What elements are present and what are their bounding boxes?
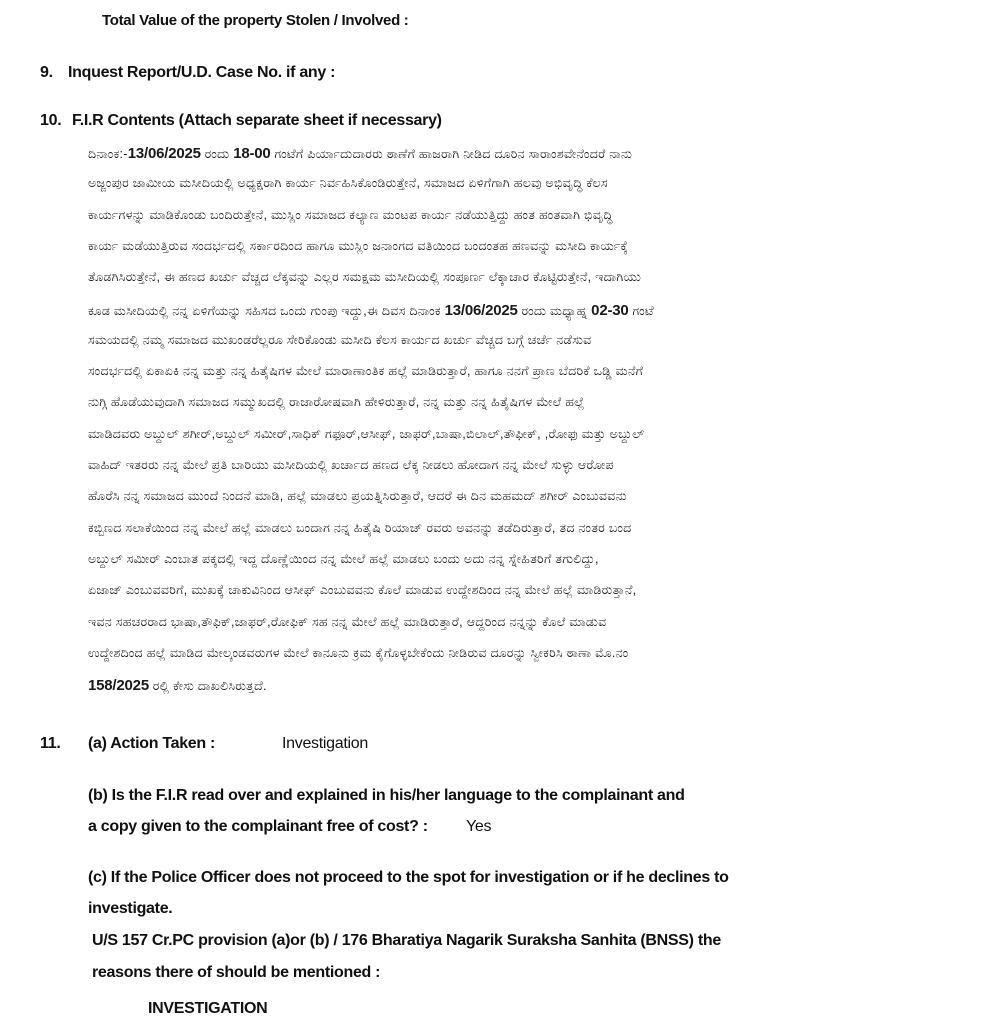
- fir-content-segment: ನುಗ್ಗಿ ಹೊಡೆಯುವುದಾಗಿ ಸಮಾಜದ ಸಮ್ಮುಖದಲ್ಲಿ ರಾಜಾರೋಷವಾಗಿ ಹೇಳಿರುತ್ತಾರೆ, ನನ್ನ ಮತ್ತು ನನ್ನ ಹಿತೈಷಿಗಳ ಮೇಲೆ ಹಲ್ಲೆ: [88, 395, 585, 410]
- fir-content-segment: ಸಮಯದಲ್ಲಿ ನಮ್ಮ ಸಮಾಜದ ಮುಖಂಡರೆಲ್ಲರೂ ಸೇರಿಕೊಂಡು ಮಸೀದಿ ಕೆಲಸ ಕಾರ್ಯದ ಖರ್ಚು ವೆಚ್ಚದ ಬಗ್ಗೆ ಚರ್ಚೆ ನಡೆಸುವ: [88, 332, 592, 347]
- fir-content-line: [88, 208, 613, 223]
- fir-content-line: [88, 489, 627, 504]
- fir-content-segment: ಮಾಡಿದವರು ಅಬ್ದುಲ್ ಶಗೀರ್,ಅಬ್ದುಲ್ ಸಮೀರ್,ಸಾಧಿಕ್ ಗಫೂರ್,ಆಸೀಫ್, ಜಾಫರ್,ಬಾಷಾ,ಬಿಲಾಲ್,ತೌಫೀಕ್, ,ರೋಫು ಮತ್ತು ಅಬ್ದುಲ್: [88, 426, 645, 441]
- copy-given-value: Yes: [466, 818, 492, 835]
- fir-content-segment: ಕಬ್ಬಿಣದ ಸಲಾಕೆಯಿಂದ ನನ್ನ ಮೇಲೆ ಹಲ್ಲೆ ಮಾಡಲು ಬಂದಾಗ ನನ್ನ ಹಿತೈಷಿ ರಿಯಾಜ್ ರವರು ಅವನನ್ನು ತಡೆದಿರುತ್ತಾರೆ, ತದ ನಂತರ ಬಂದ: [88, 520, 632, 535]
- fir-content-line: [88, 458, 614, 473]
- fir-content-segment: ಗಂಟೆ: [628, 303, 654, 318]
- fir-content-line: [88, 176, 608, 191]
- fir-content-segment: ಗಂಟೆಗೆ ಪಿರ್ಯಾದುದಾರರು ಠಾಣೆಗೆ ಹಾಜರಾಗಿ ನೀಡಿದ ದೂರಿನ ಸಾರಾಂಶವೇನೆಂದರೆ ನಾನು: [270, 147, 633, 161]
- fir-content-line: [88, 302, 654, 319]
- fir-content-segment: ಅಬ್ದುಲ್ ಸಮೀರ್ ಎಂಬಾತ ಪಕ್ಕದಲ್ಲಿ ಇದ್ದ ದೊಣ್ಣೆಯಿಂದ ನನ್ನ ಮೇಲೆ ಹಲ್ಲೆ ಮಾಡಲು ಬಂದು ಅದು ನನ್ನ ಸ್ನೇಹಿತರಿಗೆ ತಗುಲಿದ್ದು,: [88, 551, 599, 566]
- fir-content-segment: ವಾಹಿದ್ ಇತರರು ನನ್ನ ಮೇಲೆ ಪ್ರತಿ ಬಾರಿಯು ಮಸೀದಿಯಲ್ಲಿ ಖರ್ಚಾದ ಹಣದ ಲೆಕ್ಕ ನೀಡಲು ಹೋದಾಗ ನನ್ನ ಮೇಲೆ ಸುಳ್ಳು ಆರೋಪ: [88, 458, 614, 472]
- fir-content-line: [88, 427, 645, 442]
- fir-content-line: [88, 145, 632, 162]
- fir-content-line: [88, 615, 606, 630]
- fir-content-line: [88, 395, 585, 410]
- action-taken-value: Investigation: [282, 735, 368, 752]
- investigation-value: INVESTIGATION: [148, 1000, 268, 1017]
- inquest-report-label: Inquest Report/U.D. Case No. if any :: [68, 64, 336, 81]
- fir-content-segment: ತೊಡಗಿಸಿರುತ್ತೇನೆ, ಈ ಹಣದ ಖರ್ಚು ವೆಚ್ಚದ ಲೆಕ್ಕವನ್ನು ಎಲ್ಲರ ಸಮಕ್ಷಮ ಮಸೀದಿಯಲ್ಲಿ ಸಂಪೂರ್ಣ ಲೆಕ್ಕಾಚಾರ ಕೊಟ್ಟಿರುತ್ತೇನೆ, ಇದಾಗಿಯು: [88, 270, 642, 285]
- fir-content-line: [88, 333, 591, 348]
- police-officer-question: (c) If the Police Officer does not proceed to the spot for investigation or if he declines to: [88, 869, 729, 886]
- item-10-number: 10.: [40, 112, 62, 129]
- fir-content-segment: 13/06/2025: [127, 145, 201, 162]
- section-provision-text: U/S 157 Cr.PC provision (a)or (b) / 176 Bharatiya Nagarik Suraksha Sanhita (BNSS) the: [92, 932, 721, 949]
- fir-content-segment: ಹೊರೆಸಿ ನನ್ನ ಸಮಾಜದ ಮುಂದೆ ನಿಂದನೆ ಮಾಡಿ, ಹಲ್ಲೆ ಮಾಡಲು ಪ್ರಯತ್ನಿಸಿರುತ್ತಾರೆ, ಆದರೆ ಈ ದಿನ ಮಹಮದ್ ಶಗೀರ್ ಎಂಬುವವನು: [88, 489, 627, 504]
- investigate-text: investigate.: [88, 900, 173, 917]
- fir-content-segment: ಕಾರ್ಯ ಮಡೆಯುತ್ತಿರುವ ಸಂದರ್ಭದಲ್ಲಿ ಸರ್ಕಾರದಿಂದ ಹಾಗೂ ಮುಸ್ಲಿಂ ಜನಾಂಗದ ವತಿಯಿಂದ ಬಂದಂತಹ ಹಣವನ್ನು ಮಸೀದಿ ಕಾರ್ಯಕ್ಕೆ: [88, 238, 629, 253]
- fir-content-line: [88, 521, 632, 536]
- action-taken-label: (a) Action Taken :: [88, 735, 216, 752]
- fir-contents-label: F.I.R Contents (Attach separate sheet if necessary): [72, 112, 442, 129]
- item-9-number: 9.: [40, 64, 53, 81]
- fir-content-line: [88, 239, 628, 254]
- fir-content-line: [88, 364, 643, 379]
- fir-content-line: [88, 677, 267, 694]
- fir-content-line: [88, 583, 636, 598]
- total-value-label: Total Value of the property Stolen / Involved :: [102, 12, 409, 29]
- fir-content-segment: ಅಜ್ಜಂಪುರ ಜಾಮೀಯ ಮಸೀದಿಯಲ್ಲಿ ಅಧ್ಯಕ್ಷರಾಗಿ ಕಾರ್ಯ ನಿರ್ವಹಿಸಿಕೊಂಡಿರುತ್ತೇನೆ, ಸಮಾಜದ ಏಳಿಗೆಗಾಗಿ ಹಲವು ಅಭಿವೃದ್ಧಿ ಕೆಲಸ: [88, 176, 608, 191]
- fir-content-segment: 13/06/2025: [444, 301, 518, 319]
- fir-content-segment: ಏಜಾಜ್ ಎಂಬುವವರಿಗೆ, ಮುಖಕ್ಕೆ ಚಾಕುವಿನಿಂದ ಆಸೀಫ್ ಎಂಬುವವನು ಕೊಲೆ ಮಾಡುವ ಉದ್ದೇಶದಿಂದ ನನ್ನ ಮೇಲೆ ಹಲ್ಲೆ ಮಾಡಿರುತ್ತಾನೆ,: [88, 583, 637, 598]
- fir-content-segment: ರಲ್ಲಿ ಕೇಸು ದಾಖಲಿಸಿರುತ್ತದೆ.: [148, 679, 267, 694]
- fir-content-line: [88, 270, 641, 285]
- fir-content-segment: ಕೂಡ ಮಸೀದಿಯಲ್ಲಿ ನನ್ನ ಏಳಿಗೆಯನ್ನು ಸಹಿಸದ ಒಂದು ಗುಂಪು ಇದ್ದು,ಈ ದಿವಸ ದಿನಾಂಕ: [88, 303, 445, 318]
- fir-read-over-question: (b) Is the F.I.R read over and explained in his/her language to the complainant and: [88, 787, 685, 804]
- fir-content-line: [88, 646, 629, 661]
- fir-content-segment: ದಿನಾಂಕ:-: [88, 147, 128, 161]
- fir-content-segment: ರಂದು ಮಧ್ಯಾಹ್ನ: [517, 303, 592, 318]
- copy-given-question: a copy given to the complainant free of cost? :: [88, 818, 428, 835]
- fir-content-segment: 158/2025: [88, 677, 149, 695]
- fir-content-line: [88, 552, 599, 567]
- item-11-number: 11.: [40, 735, 61, 752]
- fir-content-segment: ರಂದು: [200, 147, 234, 161]
- fir-content-segment: ಉದ್ದೇಶದಿಂದ ಹಲ್ಲೆ ಮಾಡಿದ ಮೇಲ್ಕಂಡವರುಗಳ ಮೇಲೆ ಕಾನೂನು ಕ್ರಮ ಕೈಗೊಳ್ಳಬೇಕೆಂದು ನೀಡಿರುವ ದೂರನ್ನು ಸ್ವೀಕರಿಸಿ ಠಾಣಾ ಮೊ.ನಂ: [88, 645, 629, 660]
- fir-content-segment: ಸಂದರ್ಭದಲ್ಲಿ ಏಕಾಏಕಿ ನನ್ನ ಮತ್ತು ನನ್ನ ಹಿತೈಷಿಗಳ ಮೇಲೆ ಮಾರಾಣಾಂತಿಕ ಹಲ್ಲೆ ಮಾಡಿರುತ್ತಾರೆ, ಹಾಗೂ ನನಗೆ ಪ್ರಾಣ ಬೆದರಿಕೆ ಒಡ್ಡಿ ಮನೆಗೆ: [88, 364, 644, 379]
- reasons-text: reasons there of should be mentioned :: [92, 964, 381, 981]
- fir-content-segment: ಇವನ ಸಹಚರರಾದ ಭಾಷಾ,ತೌಫಿಕ್,ಜಾಫರ್,ರೋಫಿಕ್ ಸಹ ನನ್ನ ಮೇಲೆ ಹಲ್ಲೆ ಮಾಡಿರುತ್ತಾರೆ, ಆದ್ದರಿಂದ ನನ್ನನ್ನು ಕೊಲೆ ಮಾಡುವ: [88, 614, 607, 629]
- fir-content-segment: 02-30: [591, 301, 629, 319]
- fir-content-segment: 18-00: [233, 145, 271, 162]
- fir-content-segment: ಕಾರ್ಯಗಳನ್ನು ಮಾಡಿಕೊಂಡು ಬಂದಿರುತ್ತೇನೆ, ಮುಸ್ಲಿಂ ಸಮಾಜದ ಕಲ್ಯಾಣ ಮಂಟಪ ಕಾರ್ಯ ನಡೆಯುತ್ತಿದ್ದು ಹಂತ ಹಂತವಾಗಿ ಭಿವೃದ್ಧಿ: [88, 207, 613, 222]
